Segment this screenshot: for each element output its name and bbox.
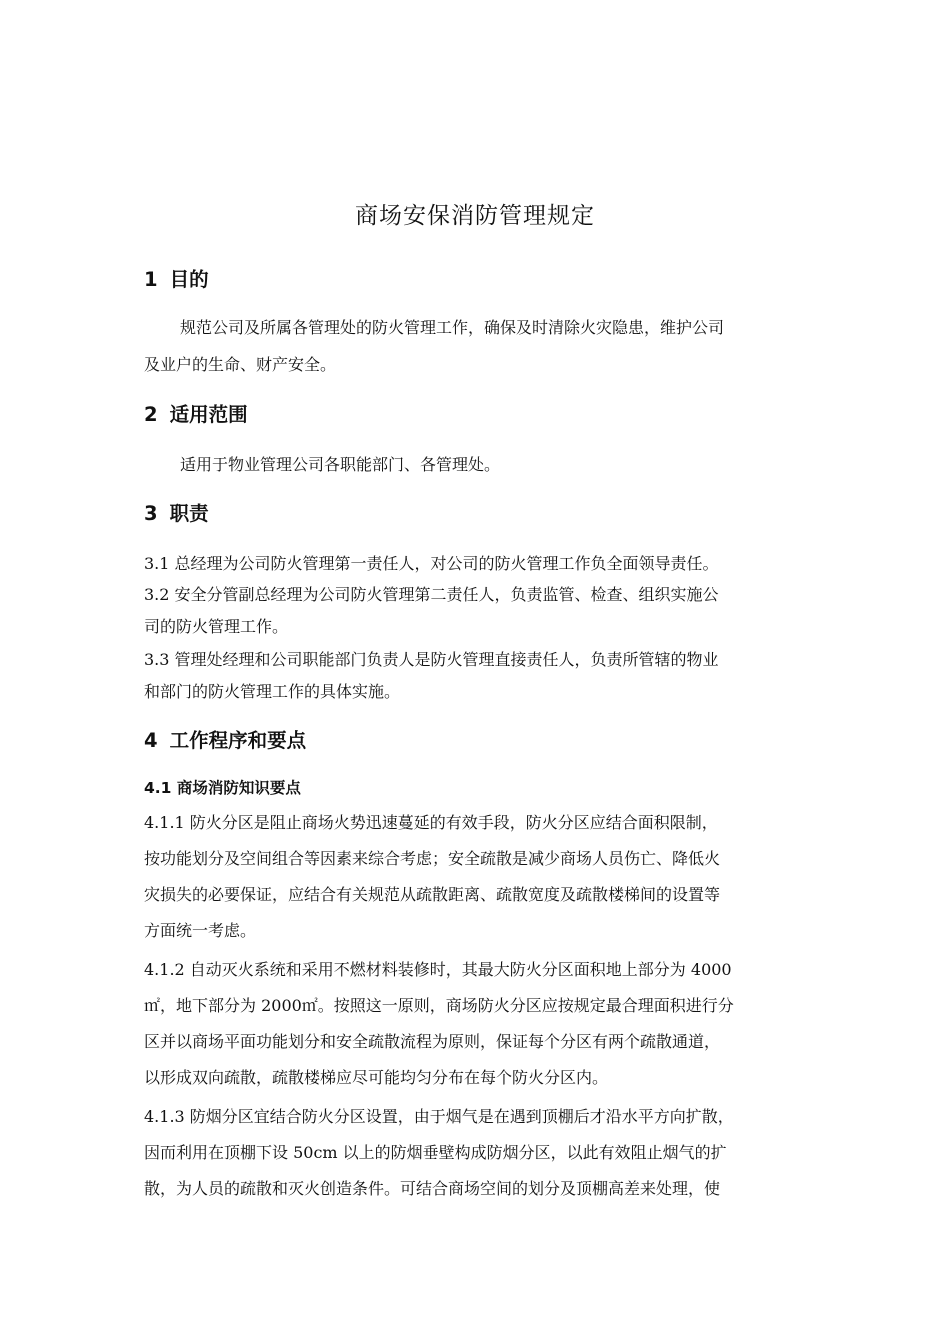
paragraph-line: 司的防火管理工作。	[144, 617, 289, 636]
section-title: 职责	[169, 502, 209, 525]
paragraph-line: 3.3 管理处经理和公司职能部门负责人是防火管理直接责任人，负责所管辖的物业	[144, 650, 719, 669]
section-title: 目的	[169, 268, 209, 291]
paragraph-line: 3.2 安全分管副总经理为公司防火管理第二责任人，负责监管、检查、组织实施公	[144, 585, 719, 604]
section-title: 适用范围	[169, 403, 248, 426]
section-heading-procedures	[144, 727, 306, 755]
paragraph-line: 因而利用在顶棚下设 50cm 以上的防烟垂壁构成防烟分区，以此有效阻止烟气的扩	[144, 1143, 727, 1162]
section-heading-scope	[144, 401, 248, 429]
paragraph-line: 规范公司及所属各管理处的防火管理工作，确保及时清除火灾隐患，维护公司	[180, 318, 725, 337]
section-heading-responsibilities	[144, 500, 209, 528]
paragraph-line: 和部门的防火管理工作的具体实施。	[144, 682, 401, 701]
section-number: 4	[144, 729, 158, 752]
document-title: 商场安保消防管理规定	[355, 203, 595, 229]
paragraph-line: 适用于物业管理公司各职能部门、各管理处。	[180, 455, 501, 474]
section-number: 2	[144, 403, 158, 426]
paragraph-line: 区并以商场平面功能划分和安全疏散流程为原则，保证每个分区有两个疏散通道，	[144, 1032, 721, 1051]
paragraph-line: 3.1 总经理为公司防火管理第一责任人，对公司的防火管理工作负全面领导责任。	[144, 554, 719, 573]
subsection-heading: 4.1 商场消防知识要点	[144, 779, 301, 797]
paragraph-line: 4.1.2 自动灭火系统和采用不燃材料装修时，其最大防火分区面积地上部分为 4000	[144, 960, 732, 979]
paragraph-line: 按功能划分及空间组合等因素来综合考虑；安全疏散是减少商场人员伤亡、降低火	[144, 849, 721, 868]
section-heading-purpose	[144, 266, 209, 294]
paragraph-line: 及业户的生命、财产安全。	[144, 355, 337, 374]
section-number: 1	[144, 268, 158, 291]
section-number: 3	[144, 502, 158, 525]
paragraph-line: 散，为人员的疏散和灭火创造条件。可结合商场空间的划分及顶棚高差来处理，使	[144, 1179, 721, 1198]
paragraph-line: 方面统一考虑。	[144, 921, 257, 940]
paragraph-line: ㎡，地下部分为 2000㎡。按照这一原则，商场防火分区应按规定最合理面积进行分	[144, 996, 734, 1015]
paragraph-line: 以形成双向疏散，疏散楼梯应尽可能均匀分布在每个防火分区内。	[144, 1068, 609, 1087]
section-title: 工作程序和要点	[169, 729, 307, 752]
paragraph-line: 4.1.1 防火分区是阻止商场火势迅速蔓延的有效手段，防火分区应结合面积限制，	[144, 813, 718, 832]
paragraph-line: 4.1.3 防烟分区宜结合防火分区设置，由于烟气是在遇到顶棚后才沿水平方向扩散，	[144, 1107, 734, 1126]
paragraph-line: 灾损失的必要保证，应结合有关规范从疏散距离、疏散宽度及疏散楼梯间的设置等	[144, 885, 721, 904]
